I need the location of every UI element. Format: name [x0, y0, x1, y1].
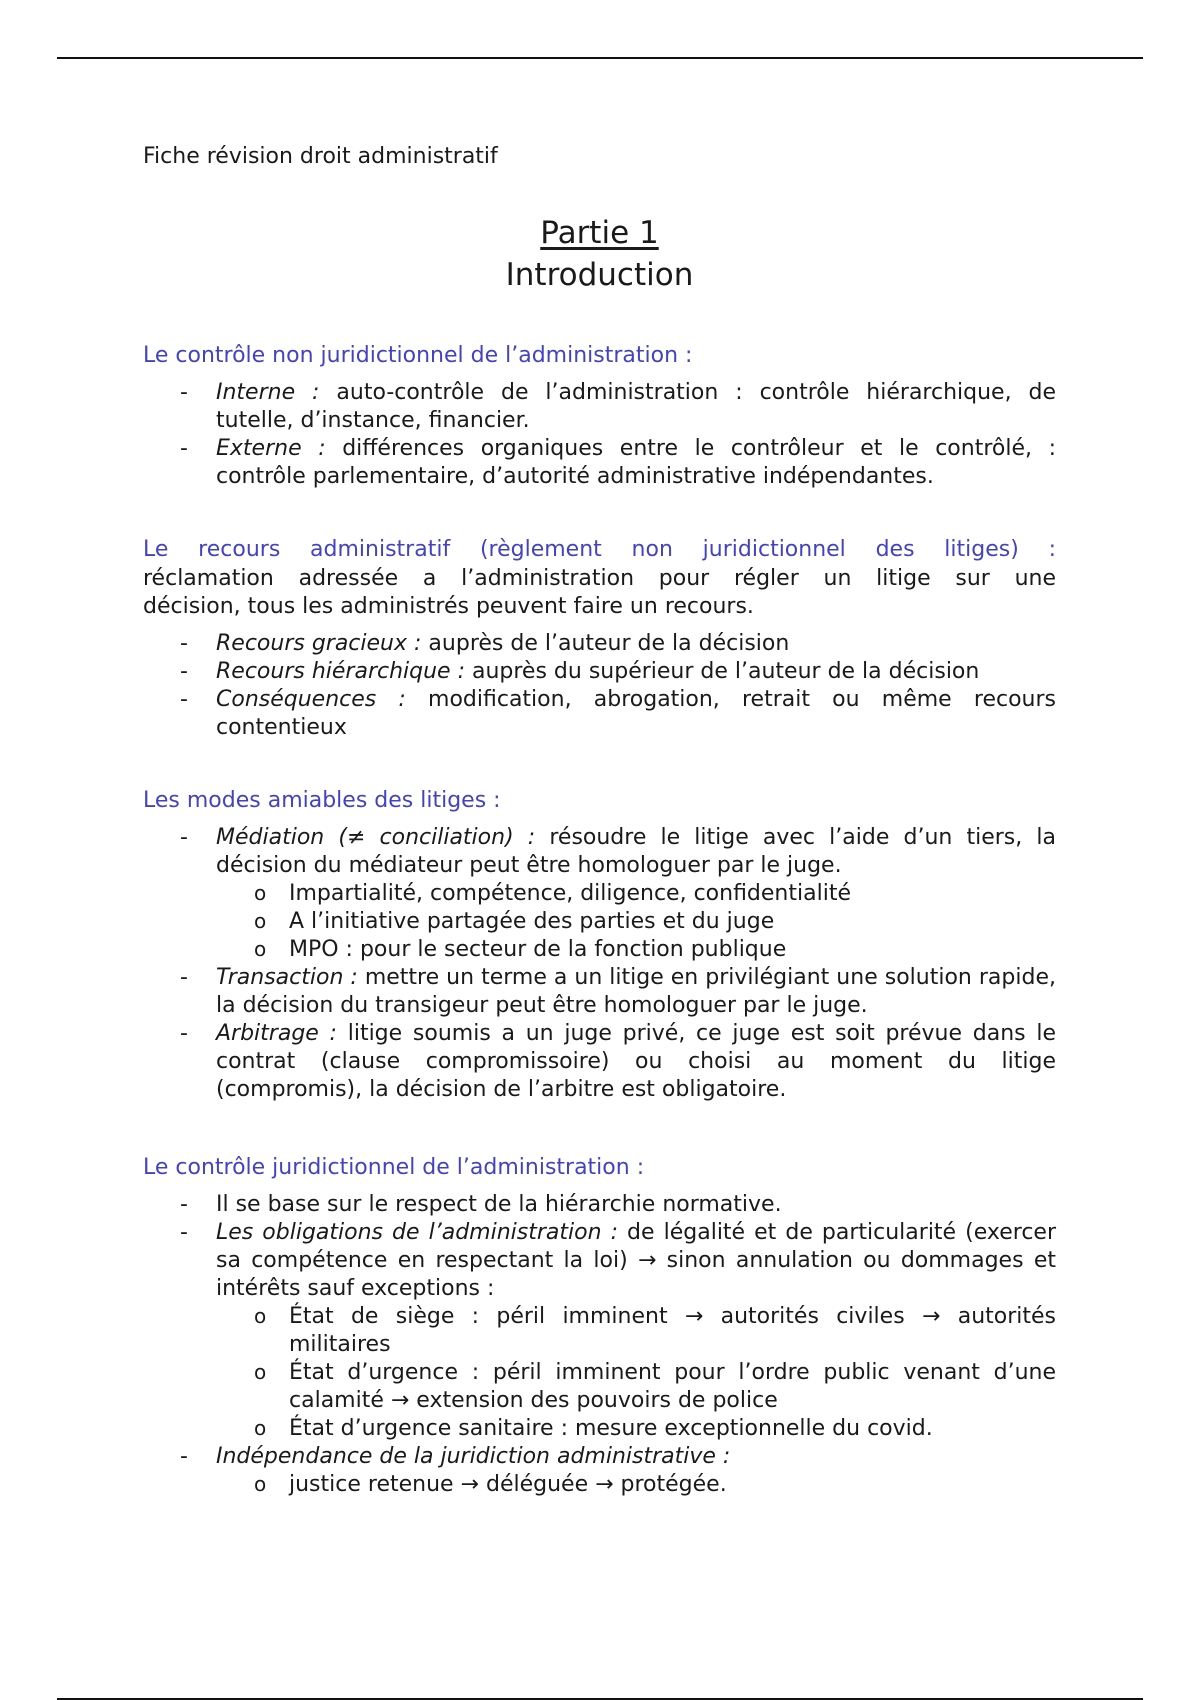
list-controle-juridictionnel	[143, 1191, 1056, 1499]
section-heading-modes-amiables: Les modes amiables des litiges :	[143, 788, 501, 813]
item-text: de légalité et de particularité (exercer sa compétence en respectant la loi) → sinon annulation ou dommages et intérêts sauf exceptions :	[216, 1220, 1056, 1301]
item-term: Arbitrage :	[216, 1021, 337, 1046]
item-text: mettre un terme a un litige en privilégiant une solution rapide, la décision du transigeur peut être homologuer par le juge.	[216, 965, 1056, 1018]
item-text: auto-contrôle de l’administration : contrôle hiérarchique, de tutelle, d’instance, financier.	[216, 380, 1056, 433]
list-item: - Il se base sur le respect de la hiérarchie normative.	[143, 1191, 1056, 1219]
list-item	[143, 658, 1056, 686]
sub-list-item: o État de siège : péril imminent → autorités civiles → autorités militaires	[216, 1303, 1056, 1359]
item-term: Transaction :	[216, 965, 358, 990]
sub-list-item: o État d’urgence sanitaire : mesure exceptionnelle du covid.	[216, 1415, 1056, 1443]
list-item	[143, 1443, 1056, 1499]
item-term: Conséquences :	[216, 687, 406, 712]
sub-list	[216, 880, 1056, 964]
item-text: litige soumis a un juge privé, ce juge est soit prévue dans le contrat (clause compromissoire) ou choisi au moment du litige (compromis), la décision de l’arbitre est obligatoire.	[216, 1021, 1056, 1102]
list-item	[143, 964, 1056, 1020]
document-title: Fiche révision droit administratif	[143, 144, 498, 169]
list-item	[143, 824, 1056, 964]
part-heading	[143, 212, 1056, 296]
item-text: modification, abrogation, retrait ou même recours contentieux	[216, 687, 1056, 740]
item-term: Indépendance de la juridiction administrative :	[216, 1444, 731, 1469]
item-term: Externe :	[216, 436, 326, 461]
list-item	[143, 630, 1056, 658]
list-item	[143, 1020, 1056, 1104]
section-heading-recours-administratif: Le recours administratif (règlement non juridictionnel des litiges) :	[143, 537, 1056, 562]
list-item	[143, 435, 1056, 491]
paragraph-line: décision, tous les administrés peuvent faire un recours.	[143, 594, 754, 619]
part-title: Introduction	[505, 257, 694, 293]
header-rule	[57, 57, 1143, 59]
sub-list-item: o justice retenue → déléguée → protégée.	[216, 1471, 1056, 1499]
list-recours	[143, 630, 1056, 742]
section-heading-controle-juridictionnel: Le contrôle juridictionnel de l’administration :	[143, 1155, 645, 1180]
section-heading-controle-non-juridictionnel: Le contrôle non juridictionnel de l’administration :	[143, 343, 693, 368]
list-controle-non-juridictionnel	[143, 379, 1056, 491]
item-text: résoudre le litige avec l’aide d’un tiers, la décision du médiateur peut être homologuer par le juge.	[216, 825, 1056, 878]
list-item	[143, 686, 1056, 742]
list-modes-amiables	[143, 824, 1056, 1104]
list-item	[143, 1219, 1056, 1443]
item-term: Interne :	[216, 380, 320, 405]
item-term: Les obligations de l’administration :	[216, 1220, 618, 1245]
sub-list-item: o MPO : pour le secteur de la fonction publique	[216, 936, 1056, 964]
paragraph-line: réclamation adressée a l’administration pour régler un litige sur une	[143, 566, 1056, 591]
sub-list-item: o Impartialité, compétence, diligence, confidentialité	[216, 880, 1056, 908]
sub-list	[216, 1471, 1056, 1499]
item-text: auprès du supérieur de l’auteur de la décision	[464, 659, 980, 684]
sub-list-item: o État d’urgence : péril imminent pour l’ordre public venant d’une calamité → extension des pouvoirs de police	[216, 1359, 1056, 1415]
item-text: auprès de l’auteur de la décision	[421, 631, 790, 656]
sub-list	[216, 1303, 1056, 1443]
sub-list-item: o A l’initiative partagée des parties et du juge	[216, 908, 1056, 936]
item-term: Recours gracieux :	[216, 631, 422, 656]
list-item	[143, 379, 1056, 435]
item-term: Recours hiérarchique :	[216, 659, 465, 684]
part-number: Partie 1	[540, 215, 659, 251]
item-term: Médiation (≠ conciliation) :	[216, 825, 536, 850]
item-text: différences organiques entre le contrôleur et le contrôlé, : contrôle parlementaire, d’autorité administrative indépendantes.	[216, 436, 1056, 489]
